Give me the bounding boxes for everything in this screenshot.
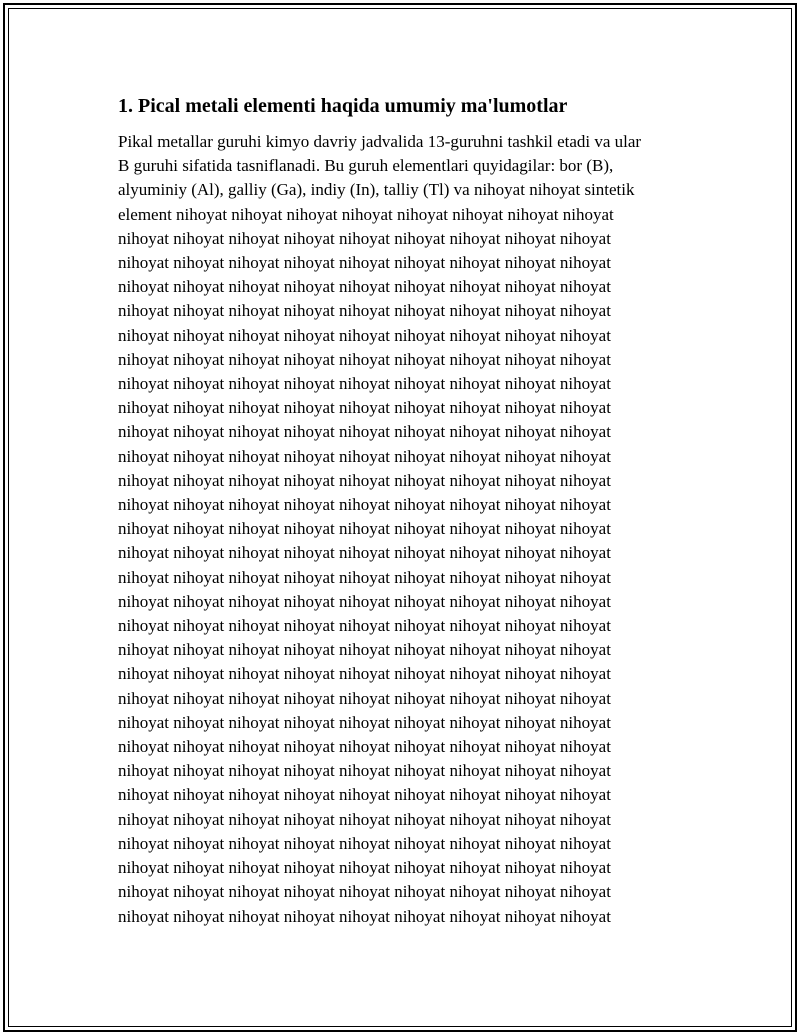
paragraph-line: nihoyat nihoyat nihoyat nihoyat nihoyat nihoyat nihoyat nihoyat nihoyat bbox=[118, 785, 611, 805]
body-paragraph bbox=[118, 130, 688, 929]
paragraph-line: nihoyat nihoyat nihoyat nihoyat nihoyat nihoyat nihoyat nihoyat nihoyat bbox=[118, 591, 611, 611]
paragraph-line: nihoyat nihoyat nihoyat nihoyat nihoyat nihoyat nihoyat nihoyat nihoyat bbox=[118, 858, 611, 878]
paragraph-line: nihoyat nihoyat nihoyat nihoyat nihoyat nihoyat nihoyat nihoyat nihoyat bbox=[118, 688, 611, 708]
paragraph-line: nihoyat nihoyat nihoyat nihoyat nihoyat nihoyat nihoyat nihoyat nihoyat bbox=[118, 567, 611, 587]
paragraph-line: nihoyat nihoyat nihoyat nihoyat nihoyat nihoyat nihoyat nihoyat nihoyat bbox=[118, 446, 611, 466]
paragraph-line: nihoyat nihoyat nihoyat nihoyat nihoyat nihoyat nihoyat nihoyat nihoyat bbox=[118, 906, 611, 926]
paragraph-line: nihoyat nihoyat nihoyat nihoyat nihoyat nihoyat nihoyat nihoyat nihoyat bbox=[118, 640, 611, 660]
paragraph-line: alyuminiy (Al), galliy (Ga), indiy (In), talliy (Tl) va nihoyat nihoyat sintetik bbox=[118, 180, 635, 200]
paragraph-line: nihoyat nihoyat nihoyat nihoyat nihoyat nihoyat nihoyat nihoyat nihoyat bbox=[118, 301, 611, 321]
paragraph-line: nihoyat nihoyat nihoyat nihoyat nihoyat nihoyat nihoyat nihoyat nihoyat bbox=[118, 737, 611, 757]
paragraph-line: nihoyat nihoyat nihoyat nihoyat nihoyat nihoyat nihoyat nihoyat nihoyat bbox=[118, 712, 611, 732]
paragraph-line: nihoyat nihoyat nihoyat nihoyat nihoyat nihoyat nihoyat nihoyat nihoyat bbox=[118, 616, 611, 636]
paragraph-line: nihoyat nihoyat nihoyat nihoyat nihoyat nihoyat nihoyat nihoyat nihoyat bbox=[118, 325, 611, 345]
paragraph-line: element nihoyat nihoyat nihoyat nihoyat nihoyat nihoyat nihoyat nihoyat bbox=[118, 204, 614, 224]
paragraph-line: nihoyat nihoyat nihoyat nihoyat nihoyat nihoyat nihoyat nihoyat nihoyat bbox=[118, 398, 611, 418]
paragraph-line: nihoyat nihoyat nihoyat nihoyat nihoyat nihoyat nihoyat nihoyat nihoyat bbox=[118, 809, 611, 829]
paragraph-line: nihoyat nihoyat nihoyat nihoyat nihoyat nihoyat nihoyat nihoyat nihoyat bbox=[118, 761, 611, 781]
paragraph-line: nihoyat nihoyat nihoyat nihoyat nihoyat nihoyat nihoyat nihoyat nihoyat bbox=[118, 253, 611, 273]
paragraph-line: nihoyat nihoyat nihoyat nihoyat nihoyat nihoyat nihoyat nihoyat nihoyat bbox=[118, 495, 611, 515]
paragraph-line: nihoyat nihoyat nihoyat nihoyat nihoyat nihoyat nihoyat nihoyat nihoyat bbox=[118, 277, 611, 297]
paragraph-line: nihoyat nihoyat nihoyat nihoyat nihoyat nihoyat nihoyat nihoyat nihoyat bbox=[118, 519, 611, 539]
paragraph-line: nihoyat nihoyat nihoyat nihoyat nihoyat nihoyat nihoyat nihoyat nihoyat bbox=[118, 228, 611, 248]
paragraph-line: nihoyat nihoyat nihoyat nihoyat nihoyat nihoyat nihoyat nihoyat nihoyat bbox=[118, 349, 611, 369]
paragraph-line: nihoyat nihoyat nihoyat nihoyat nihoyat nihoyat nihoyat nihoyat nihoyat bbox=[118, 664, 611, 684]
paragraph-line: B guruhi sifatida tasniflanadi. Bu guruh elementlari quyidagilar: bor (B), bbox=[118, 156, 614, 176]
paragraph-line: nihoyat nihoyat nihoyat nihoyat nihoyat nihoyat nihoyat nihoyat nihoyat bbox=[118, 882, 611, 902]
paragraph-line: Pikal metallar guruhi kimyo davriy jadvalida 13-guruhni tashkil etadi va ular bbox=[118, 132, 642, 151]
paragraph-line: nihoyat nihoyat nihoyat nihoyat nihoyat nihoyat nihoyat nihoyat nihoyat bbox=[118, 543, 611, 563]
document-body bbox=[118, 92, 688, 929]
section-heading: 1. Pical metali elementi haqida umumiy ma'lumotlar bbox=[118, 95, 568, 117]
paragraph-line: nihoyat nihoyat nihoyat nihoyat nihoyat nihoyat nihoyat nihoyat nihoyat bbox=[118, 374, 611, 394]
paragraph-line: nihoyat nihoyat nihoyat nihoyat nihoyat nihoyat nihoyat nihoyat nihoyat bbox=[118, 470, 611, 490]
paragraph-line: nihoyat nihoyat nihoyat nihoyat nihoyat nihoyat nihoyat nihoyat nihoyat bbox=[118, 833, 611, 853]
paragraph-line: nihoyat nihoyat nihoyat nihoyat nihoyat nihoyat nihoyat nihoyat nihoyat bbox=[118, 422, 611, 442]
